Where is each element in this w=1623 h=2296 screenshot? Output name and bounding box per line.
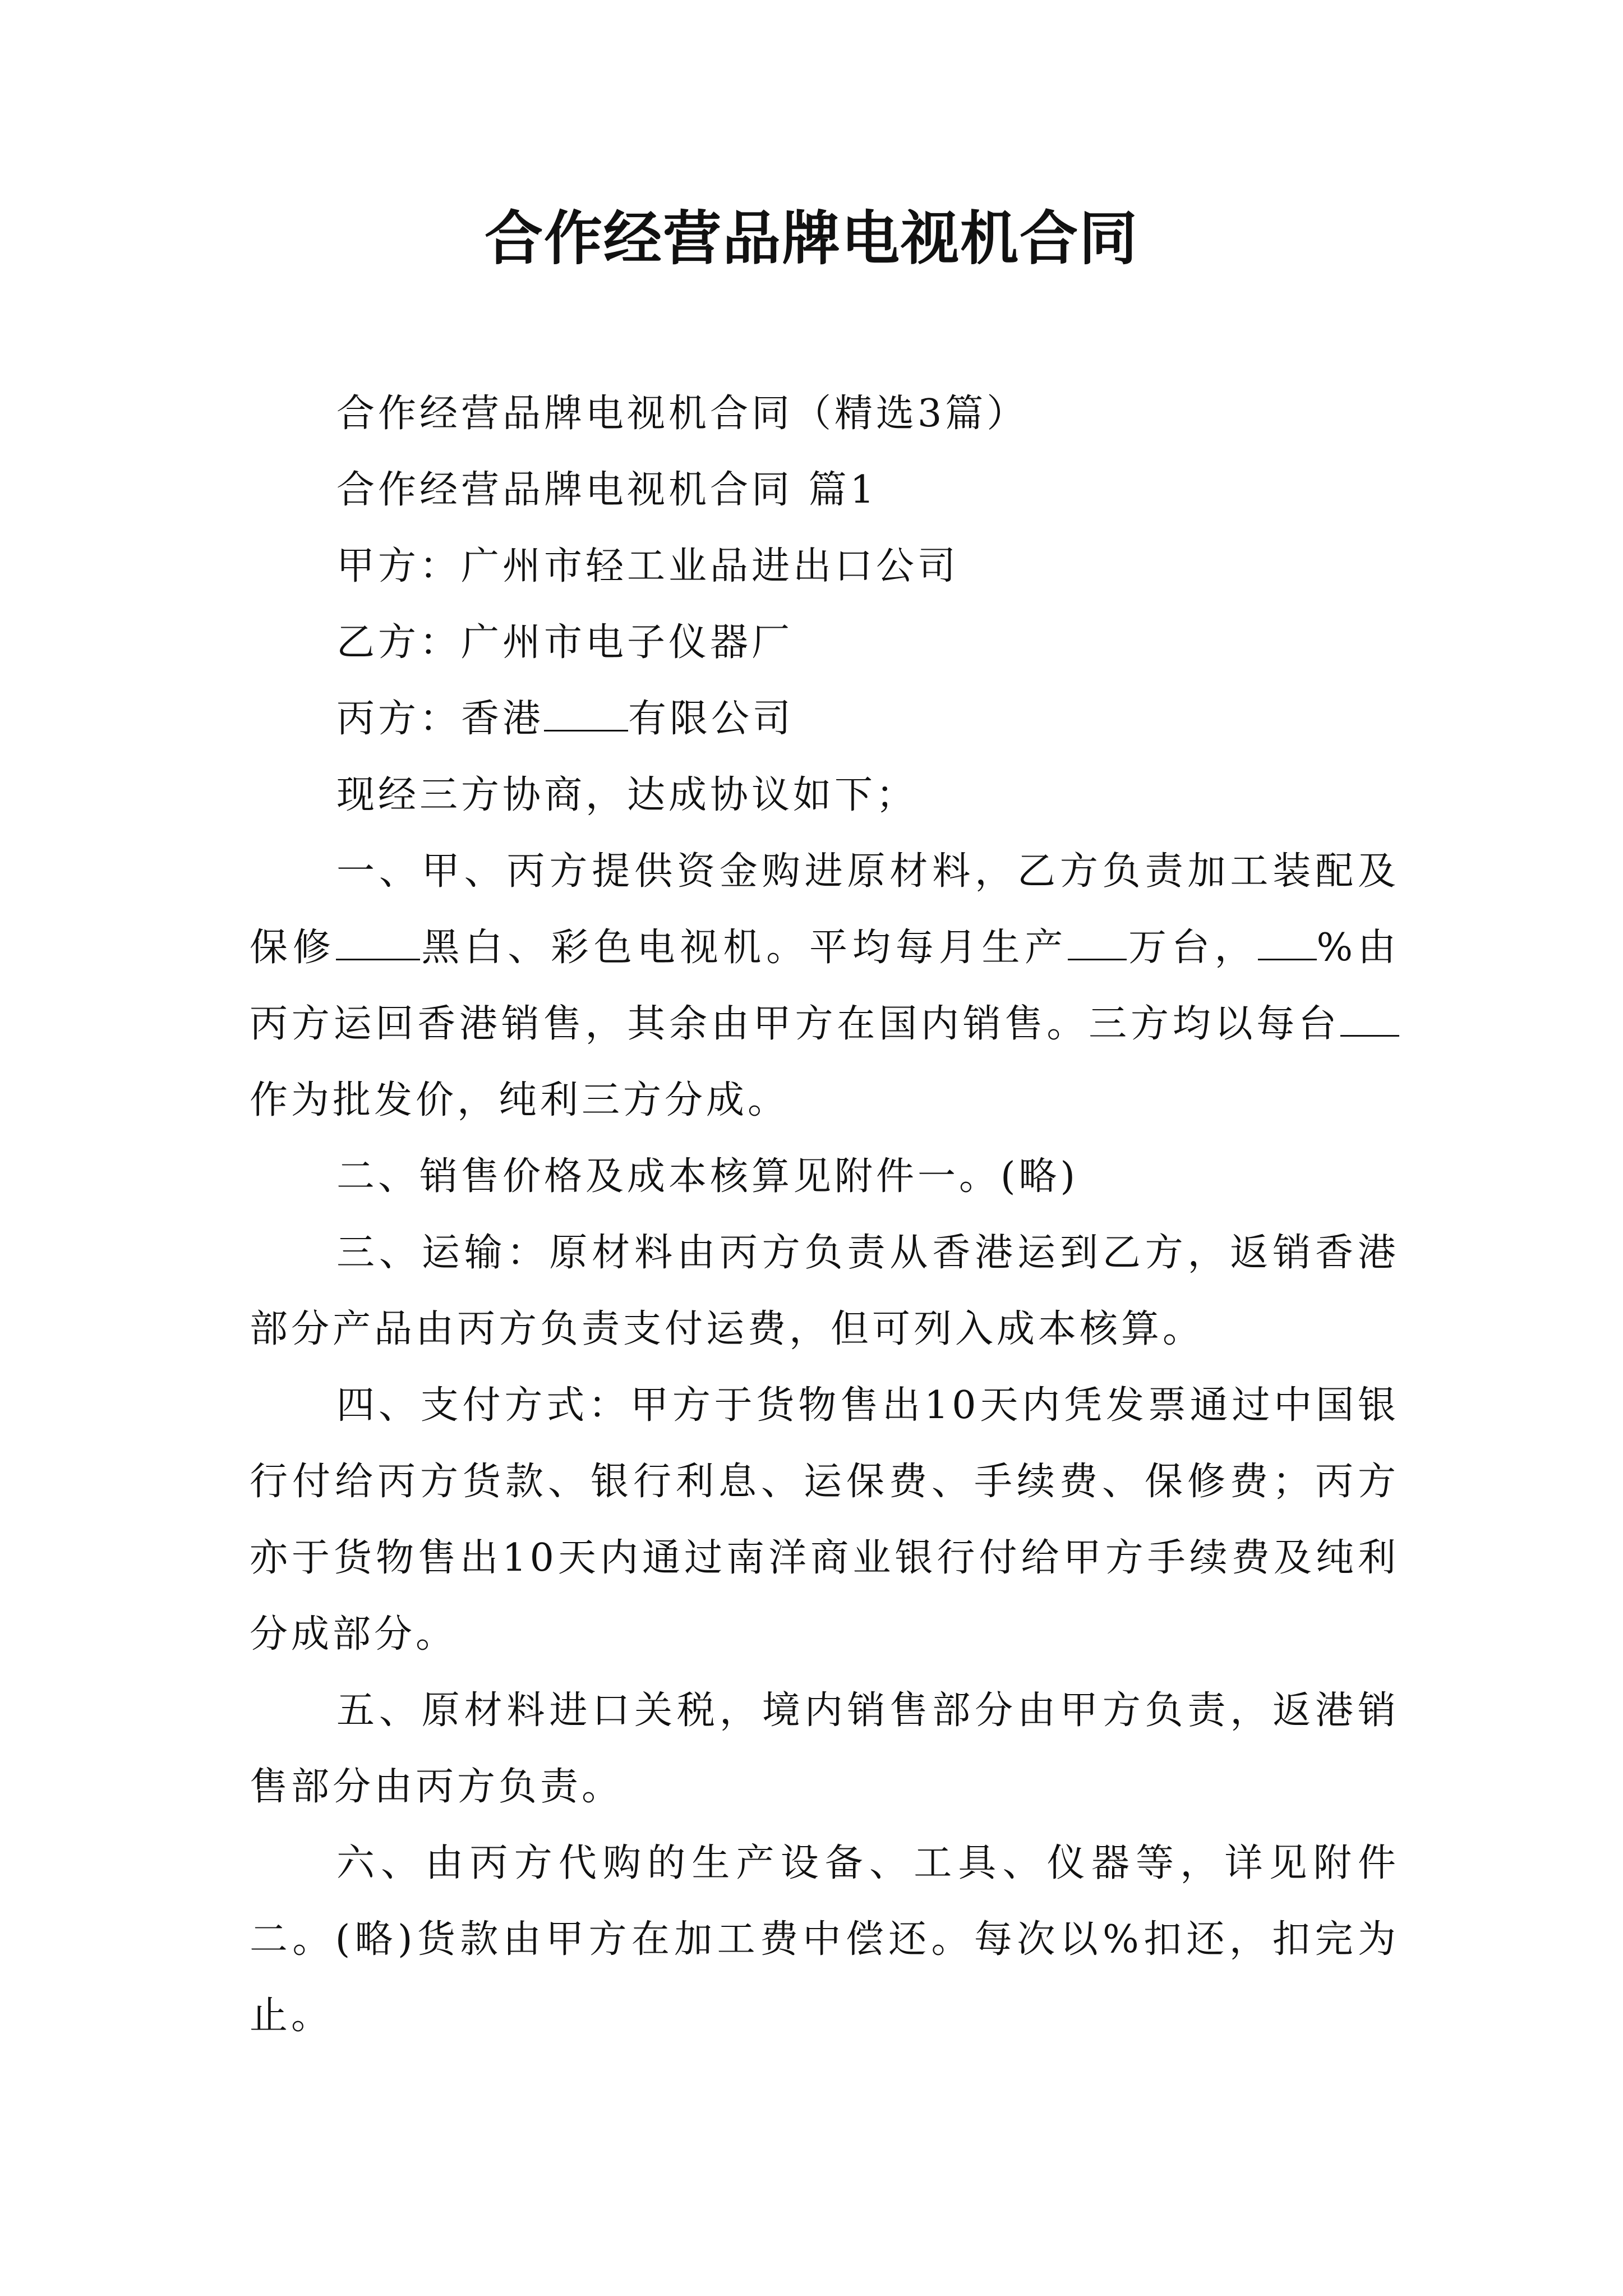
clause-1 [250, 834, 1399, 1139]
clause-1-part2: 黑白、彩色电视机。平均每月生产 [419, 926, 1068, 970]
clause-1-part4: %由丙方运回香港销售，其余由甲方在国内销售。三方均以每台 [250, 926, 1399, 1046]
document-body [250, 376, 1399, 2054]
clause-1-part1: 一、甲、丙方提供资金购进原材料，乙方负责加工装配及保修 [250, 849, 1399, 970]
subtitle: 合作经营品牌电视机合同（精选3篇） [336, 392, 1029, 436]
blank-line [1258, 927, 1317, 960]
party-b: 乙方：广州市电子仪器厂 [336, 620, 794, 665]
party-c-suffix: 有限公司 [628, 697, 795, 741]
blank-line [1068, 927, 1127, 960]
clause-4: 四、支付方式：甲方于货物售出10天内凭发票通过中国银行付给丙方货款、银行利息、运保费、手续费、保修费；丙方亦于货物售出10天内通过南洋商业银行付给甲方手续费及纯利分成部分。 [250, 1383, 1399, 1657]
document-title: 合作经营品牌电视机合同 [484, 204, 1138, 273]
blank-line [336, 927, 420, 960]
clause-1-part3: 万台， [1127, 926, 1258, 970]
blank-line [1340, 1004, 1399, 1037]
clause-6: 六、由丙方代购的生产设备、工具、仪器等，详见附件二。(略)货款由甲方在加工费中偿还。每次以%扣还，扣完为止。 [250, 1841, 1399, 2038]
clause-5: 五、原材料进口关税，境内销售部分由甲方负责，返港销售部分由丙方负责。 [250, 1688, 1399, 1809]
party-a: 甲方：广州市轻工业品进出口公司 [336, 544, 960, 588]
clause-3: 三、运输：原材料由丙方负责从香港运到乙方，返销香港部分产品由丙方负责支付运费，但可列入成本核算。 [250, 1231, 1399, 1351]
party-c-prefix: 丙方：香港 [336, 697, 545, 741]
party-c [250, 681, 1399, 757]
clause-1-part5: 作为批发价，纯利三方分成。 [250, 1078, 790, 1122]
clause-2: 二、销售价格及成本核算见附件一。(略) [336, 1154, 1079, 1199]
section-heading: 合作经营品牌电视机合同 篇1 [336, 468, 878, 512]
preamble: 现经三方协商，达成协议如下； [336, 773, 918, 817]
blank-line [544, 698, 628, 731]
